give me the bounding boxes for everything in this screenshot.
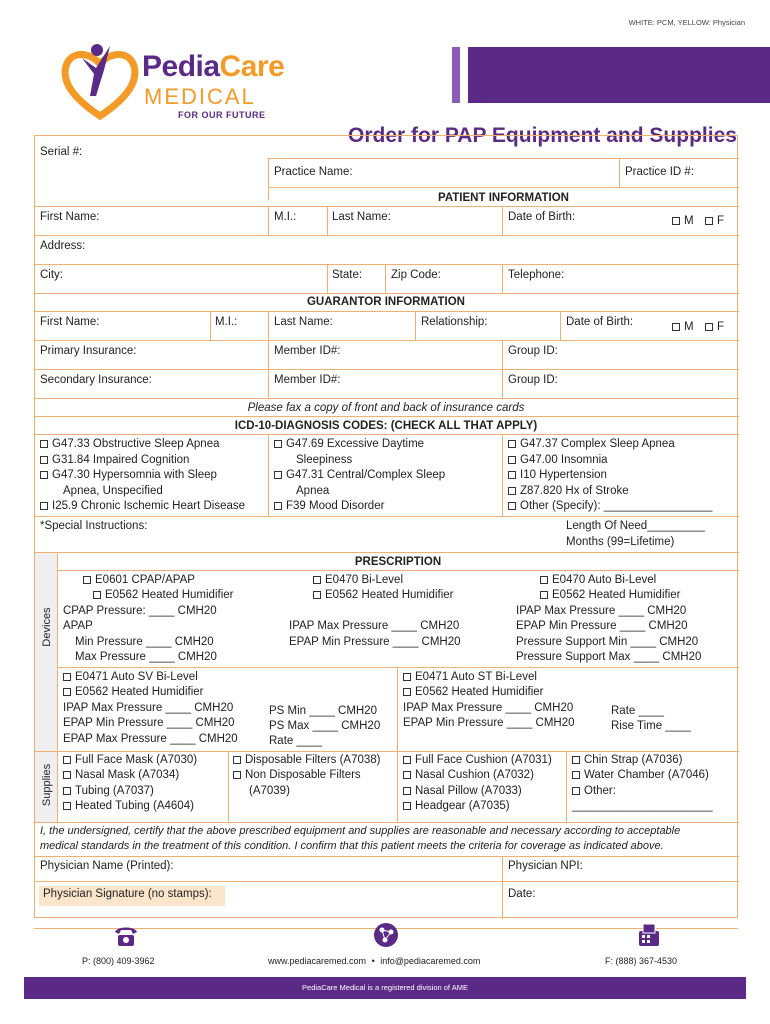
logo-brand-text	[142, 50, 284, 84]
icd-other[interactable]: Other (Specify): _________________	[508, 500, 712, 512]
footer-fax[interactable]: F: (888) 367-4530	[605, 956, 678, 966]
practice-name-label[interactable]: Practice Name:	[274, 166, 353, 178]
signature-date[interactable]: Date:	[508, 888, 536, 900]
rx-e0601[interactable]: E0601 CPAP/APAP	[83, 574, 195, 586]
icd-g4737[interactable]: G47.37 Complex Sleep Apnea	[508, 438, 675, 450]
sup-headgear[interactable]: Headgear (A7035)	[403, 800, 510, 812]
footer-website[interactable]	[268, 956, 480, 966]
sup-full-face-mask[interactable]: Full Face Mask (A7030)	[63, 754, 197, 766]
special-instructions[interactable]: *Special Instructions:	[40, 520, 148, 532]
footer-email-link[interactable]: info@pediacaremed.com	[380, 956, 481, 966]
guarantor-info-heading: GUARANTOR INFORMATION	[306, 296, 465, 308]
sup-nasal-mask[interactable]: Nasal Mask (A7034)	[63, 769, 179, 781]
rx-st-epap[interactable]: EPAP Min Pressure ____ CMH20	[403, 717, 575, 729]
icd-z87820[interactable]: Z87.820 Hx of Stroke	[508, 485, 629, 497]
certification-line-2: medical standards in the treatment of this condition. I confirm that this patient meets the criteria for coverage as indicated above.	[40, 840, 664, 852]
footer-phone[interactable]: P: (800) 409-3962	[82, 956, 155, 966]
patient-info-heading: PATIENT INFORMATION	[438, 192, 569, 204]
primary-member-id[interactable]: Member ID#:	[274, 345, 341, 357]
guarantor-mi[interactable]: M.I.:	[215, 316, 238, 328]
sup-water-chamber[interactable]: Water Chamber (A7046)	[572, 769, 709, 781]
guarantor-dob[interactable]: Date of Birth:	[566, 316, 634, 328]
rx-sv-rate[interactable]: Rate ____	[269, 735, 323, 747]
footer-bar: PediaCare Medical is a registered division of AME	[24, 977, 746, 999]
rx-apap-max[interactable]: Max Pressure ____ CMH20	[75, 651, 217, 663]
rx-e0601-humidifier[interactable]: E0562 Heated Humidifier	[93, 589, 234, 601]
physician-npi[interactable]: Physician NPI:	[508, 860, 583, 872]
devices-label: Devices	[41, 607, 53, 647]
sup-other[interactable]: Other:	[572, 785, 616, 797]
secondary-group-id[interactable]: Group ID:	[508, 374, 558, 386]
sup-nasal-pillow[interactable]: Nasal Pillow (A7033)	[403, 785, 522, 797]
practice-id-label[interactable]: Practice ID #:	[625, 166, 695, 178]
rx-st-ipap[interactable]: IPAP Max Pressure ____ CMH20	[403, 702, 574, 714]
icd-g3184[interactable]: G31.84 Impaired Cognition	[40, 454, 189, 466]
guarantor-last-name[interactable]: Last Name:	[274, 316, 333, 328]
logo-tagline: FOR OUR FUTURE	[178, 110, 266, 120]
icd-i10[interactable]: I10 Hypertension	[508, 469, 607, 481]
patient-last-name[interactable]: Last Name:	[332, 211, 391, 223]
secondary-member-id[interactable]: Member ID#:	[274, 374, 341, 386]
patient-state[interactable]: State:	[332, 269, 363, 281]
rx-e0471-sv[interactable]: E0471 Auto SV Bi-Level	[63, 671, 198, 683]
length-of-need[interactable]: Length Of Need_________	[566, 520, 705, 532]
patient-city[interactable]: City:	[40, 269, 63, 281]
icd-g4700[interactable]: G47.00 Insomnia	[508, 454, 608, 466]
rx-st-rate[interactable]: Rate ____	[611, 705, 665, 717]
patient-mi[interactable]: M.I.:	[274, 211, 297, 223]
guarantor-first-name[interactable]: First Name:	[40, 316, 100, 328]
serial-label: Serial #:	[40, 146, 83, 158]
icd-g4769[interactable]: G47.69 Excessive Daytime	[274, 438, 424, 450]
length-of-need-note: Months (99=Lifetime)	[566, 536, 675, 548]
patient-telephone[interactable]: Telephone:	[508, 269, 565, 281]
rx-e0471-sv-humidifier[interactable]: E0562 Heated Humidifier	[63, 686, 204, 698]
header-accent-strip	[452, 47, 460, 103]
guarantor-relationship[interactable]: Relationship:	[421, 316, 488, 328]
copy-distribution-note: WHITE: PCM, YELLOW: Physician	[628, 18, 745, 27]
icd-heading: ICD-10-DIAGNOSIS CODES: (CHECK ALL THAT APPLY)	[234, 420, 538, 432]
fax-icon	[637, 922, 661, 948]
rx-e0470-auto-epap[interactable]: EPAP Min Pressure ____ CMH20	[516, 620, 688, 632]
rx-e0471-st-humidifier[interactable]: E0562 Heated Humidifier	[403, 686, 544, 698]
patient-dob[interactable]: Date of Birth:	[508, 211, 576, 223]
icd-g4730[interactable]: G47.30 Hypersomnia with Sleep	[40, 469, 217, 481]
sup-non-disposable-filters[interactable]: Non Disposable Filters	[233, 769, 361, 781]
logo-pedia: Pedia	[142, 50, 220, 83]
footer-website-link[interactable]: www.pediacaremed.com	[268, 956, 367, 966]
patient-first-name[interactable]: First Name:	[40, 211, 100, 223]
insurance-fax-note: Please fax a copy of front and back of insurance cards	[247, 402, 525, 414]
rx-ps-max[interactable]: Pressure Support Max ____ CMH20	[516, 651, 702, 663]
icd-g4731[interactable]: G47.31 Central/Complex Sleep	[274, 469, 445, 481]
rx-apap-min[interactable]: Min Pressure ____ CMH20	[75, 636, 214, 648]
sup-non-disposable-code: (A7039)	[249, 785, 290, 797]
globe-network-icon	[373, 922, 399, 948]
pediacare-logo	[60, 40, 290, 122]
rx-ps-min[interactable]: Pressure Support Min ____ CMH20	[516, 636, 699, 648]
rx-e0471-st[interactable]: E0471 Auto ST Bi-Level	[403, 671, 537, 683]
physician-signature[interactable]: Physician Signature (no stamps):	[43, 888, 212, 900]
logo-medical: MEDICAL	[144, 84, 256, 109]
prescription-heading: PRESCRIPTION	[354, 556, 442, 568]
icd-i259[interactable]: I25.9 Chronic Ischemic Heart Disease	[40, 500, 245, 512]
rx-e0470-epap[interactable]: EPAP Min Pressure ____ CMH20	[289, 636, 461, 648]
patient-zip[interactable]: Zip Code:	[391, 269, 441, 281]
sup-other-line[interactable]: ______________________	[572, 800, 713, 812]
icd-g4769-cont: Sleepiness	[296, 454, 353, 466]
sup-nasal-cushion[interactable]: Nasal Cushion (A7032)	[403, 769, 534, 781]
header-purple-bar	[468, 47, 770, 103]
supplies-label: Supplies	[41, 763, 53, 807]
rx-apap: APAP	[63, 620, 93, 632]
physician-name[interactable]: Physician Name (Printed):	[40, 860, 174, 872]
sup-full-face-cushion[interactable]: Full Face Cushion (A7031)	[403, 754, 552, 766]
icd-g4733[interactable]: G47.33 Obstructive Sleep Apnea	[40, 438, 220, 450]
guarantor-sex-m[interactable]: M	[672, 321, 694, 333]
rx-sv-ipap[interactable]: IPAP Max Pressure ____ CMH20	[63, 702, 234, 714]
sup-heated-tubing[interactable]: Heated Tubing (A4604)	[63, 800, 194, 812]
rx-e0470-auto[interactable]: E0470 Auto Bi-Level	[540, 574, 656, 586]
rx-e0470-auto-humidifier[interactable]: E0562 Heated Humidifier	[540, 589, 681, 601]
phone-icon	[113, 924, 139, 948]
rx-e0470[interactable]: E0470 Bi-Level	[313, 574, 403, 586]
rx-sv-epap-min[interactable]: EPAP Min Pressure ____ CMH20	[63, 717, 235, 729]
heart-figure-icon	[60, 40, 140, 122]
order-form	[34, 135, 738, 918]
rx-sv-ps-max[interactable]: PS Max ____ CMH20	[269, 720, 381, 732]
certification-line-1: I, the undersigned, certify that the above prescribed equipment and supplies are reasonable and necessary according to acceptable	[40, 825, 681, 837]
rx-cpap-pressure[interactable]: CPAP Pressure: ____ CMH20	[63, 605, 217, 617]
secondary-insurance[interactable]: Secondary Insurance:	[40, 374, 152, 386]
sup-tubing[interactable]: Tubing (A7037)	[63, 785, 154, 797]
sup-chin-strap[interactable]: Chin Strap (A7036)	[572, 754, 682, 766]
primary-insurance[interactable]: Primary Insurance:	[40, 345, 137, 357]
rx-st-rise-time[interactable]: Rise Time ____	[611, 720, 691, 732]
rx-sv-epap-max[interactable]: EPAP Max Pressure ____ CMH20	[63, 733, 238, 745]
logo-care: Care	[219, 50, 285, 83]
patient-sex-f[interactable]: F	[705, 215, 724, 227]
guarantor-sex-f[interactable]: F	[705, 321, 724, 333]
icd-f39[interactable]: F39 Mood Disorder	[274, 500, 384, 512]
icd-g4731-cont: Apnea	[296, 485, 330, 497]
devices-sidebar	[35, 553, 57, 751]
rx-sv-ps-min[interactable]: PS Min ____ CMH20	[269, 705, 378, 717]
rx-e0470-ipap[interactable]: IPAP Max Pressure ____ CMH20	[289, 620, 460, 632]
form-title: Order for PAP Equipment and Supplies	[348, 124, 737, 147]
sup-disposable-filters[interactable]: Disposable Filters (A7038)	[233, 754, 381, 766]
rx-e0470-auto-ipap[interactable]: IPAP Max Pressure ____ CMH20	[516, 605, 687, 617]
patient-sex-m[interactable]: M	[672, 215, 694, 227]
patient-address[interactable]: Address:	[40, 240, 86, 252]
primary-group-id[interactable]: Group ID:	[508, 345, 558, 357]
icd-g4730-cont: Apnea, Unspecified	[63, 485, 163, 497]
rx-e0470-humidifier[interactable]: E0562 Heated Humidifier	[313, 589, 454, 601]
footer-bullet: •	[371, 956, 375, 966]
